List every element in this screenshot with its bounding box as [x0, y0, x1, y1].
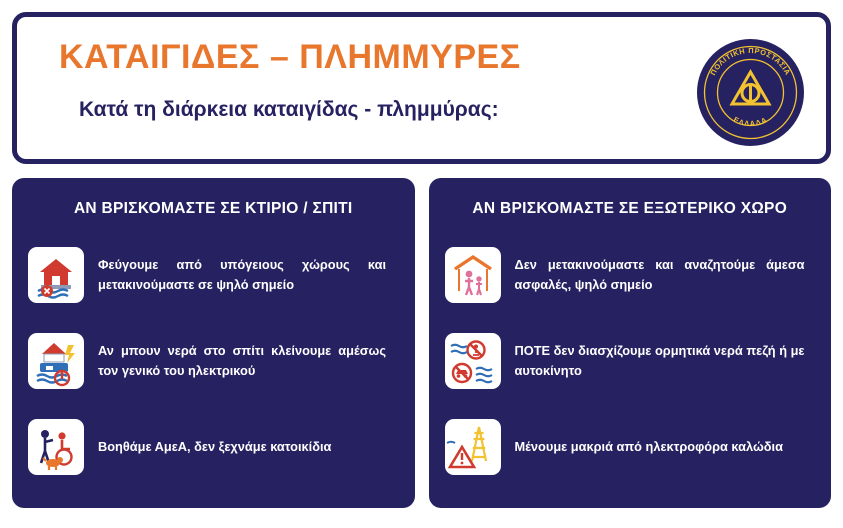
- civil-protection-logo: [697, 39, 804, 146]
- svg-text:ΠΟΛΙΤΙΚΗ ΠΡΟΣΤΑΣΙΑ: ΠΟΛΙΤΙΚΗ ΠΡΟΣΤΑΣΙΑ: [708, 45, 793, 77]
- flooded-house-basement-icon: [28, 247, 84, 303]
- list-item: [28, 404, 399, 490]
- assist-disabled-pets-icon: [28, 419, 84, 475]
- power-lines-warning-icon: [445, 419, 501, 475]
- page-title: ΚΑΤΑΙΓΙΔΕΣ – ΠΛΗΜΜΥΡΕΣ: [59, 38, 521, 76]
- column-indoor: [12, 178, 415, 508]
- list-item-text: Βοηθάμε ΑμεΑ, δεν ξεχνάμε κατοικίδια: [98, 438, 332, 454]
- no-crossing-flood-water-icon: [445, 333, 501, 389]
- column-indoor-items: [28, 232, 399, 490]
- list-item-text: Δεν μετακινούμαστε και αναζητούμε άμεσα ασφαλές, ψηλό σημείο: [514, 256, 805, 292]
- header-subtitle: Κατά τη διάρκεια καταιγίδας - πλημμύρας:: [79, 98, 499, 122]
- list-item: [28, 232, 399, 318]
- header: [12, 12, 831, 164]
- seal-graphic: [699, 41, 802, 144]
- list-item-text: Αν μπουν νερά στο σπίτι κλείνουμε αμέσως τον γενικό του ηλεκτρικού: [98, 342, 386, 378]
- column-outdoor-title: ΑΝ ΒΡΙΣΚΟΜΑΣΤΕ ΣΕ ΕΞΩΤΕΡΙΚΟ ΧΩΡΟ: [472, 200, 788, 217]
- column-indoor-title: ΑΝ ΒΡΙΣΚΟΜΑΣΤΕ ΣΕ ΚΤΙΡΙΟ / ΣΠΙΤΙ: [73, 200, 353, 217]
- column-outdoor: [429, 178, 832, 508]
- list-item: [445, 232, 816, 318]
- content-columns: [12, 178, 831, 508]
- list-item-text: ΠΟΤΕ δεν διασχίζουμε ορμητικά νερά πεζή ή με αυτοκίνητο: [514, 342, 805, 378]
- list-item: [445, 318, 816, 404]
- list-item-text: Φεύγουμε από υπόγειους χώρους και μετακινούμαστε σε ψηλό σημείο: [98, 256, 386, 292]
- list-item-text: Μένουμε μακριά από ηλεκτροφόρα καλώδια: [514, 438, 783, 454]
- shelter-family-icon: [445, 247, 501, 303]
- list-item: [445, 404, 816, 490]
- svg-text:ΕΛΛΑΔΑ: ΕΛΛΑΔΑ: [732, 114, 769, 129]
- column-outdoor-items: [445, 232, 816, 490]
- list-item: [28, 318, 399, 404]
- electric-panel-water-icon: [28, 333, 84, 389]
